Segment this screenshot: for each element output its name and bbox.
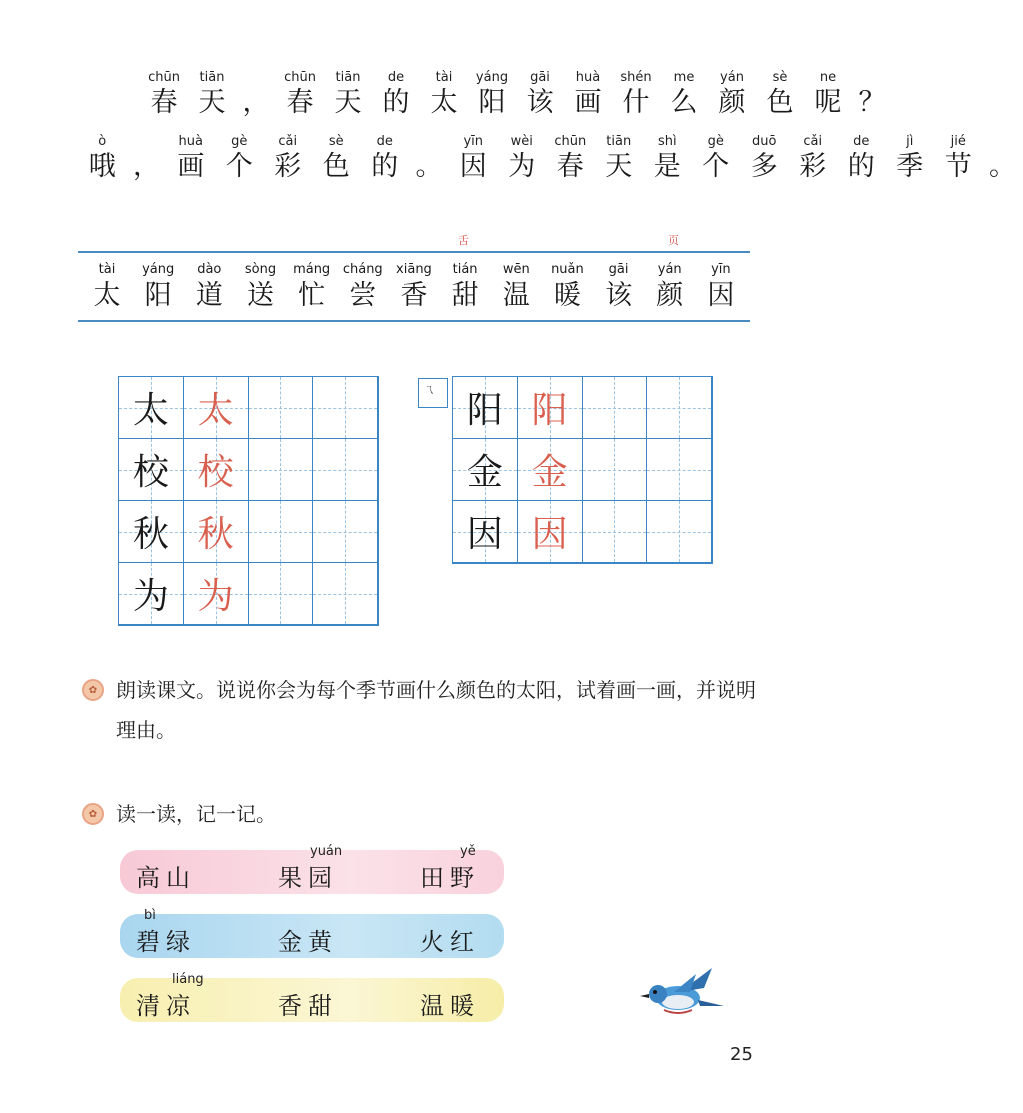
pinyin: gè [707, 134, 724, 149]
hanzi: 个 [225, 151, 253, 182]
model-character-cell [119, 377, 184, 439]
poem-char [789, 134, 838, 184]
hanzi: 的 [382, 87, 410, 118]
hanzi: 春 [556, 151, 584, 182]
phrase: 田野 [420, 864, 480, 892]
pinyin: de [387, 70, 405, 85]
pinyin: huà [178, 134, 203, 149]
new-character [442, 262, 488, 312]
hanzi: 春 [150, 87, 178, 118]
pinyin: sè [772, 70, 788, 85]
practice-cell [583, 439, 648, 501]
hanzi: 颜 [718, 87, 746, 118]
hanzi: 暖 [553, 280, 581, 311]
pinyin: jié [950, 134, 966, 149]
hanzi: ， [242, 87, 270, 118]
trace-character-cell [184, 501, 249, 563]
poem-char [804, 70, 852, 120]
hanzi: 节 [944, 151, 972, 182]
strip-bottom-rule [78, 320, 750, 322]
trace-character-cell [518, 377, 583, 439]
poem-char [140, 70, 188, 120]
poem-char [276, 70, 324, 120]
new-character [698, 262, 744, 312]
hanzi: ， [133, 151, 160, 182]
pinyin: me [673, 70, 695, 85]
new-character [391, 262, 437, 312]
pinyin: gè [231, 134, 248, 149]
poem-char [449, 134, 498, 184]
new-character [544, 262, 590, 312]
poem-line-2 [78, 134, 1023, 184]
trace-character-cell [518, 439, 583, 501]
trace-character-cell [184, 377, 249, 439]
exercise-icon: ✿ [82, 679, 104, 701]
pinyin: sè [328, 134, 344, 149]
poem-char [708, 70, 756, 120]
pinyin: wēn [502, 262, 530, 277]
poem-char [324, 70, 372, 120]
hanzi: 春 [286, 87, 314, 118]
hanzi: 因 [707, 280, 735, 311]
practice-cell [313, 563, 378, 625]
pinyin: tiān [199, 70, 225, 85]
pinyin: chūn [554, 134, 587, 149]
pinyin: ò [98, 134, 107, 149]
hanzi: ？ [858, 87, 886, 118]
hanzi: 甜 [451, 280, 479, 311]
grid-character: 太 [197, 390, 234, 431]
practice-cell [249, 377, 314, 439]
stroke-hint-box: ㄟ [418, 378, 448, 408]
hanzi: 画 [574, 87, 602, 118]
practice-cell [647, 501, 712, 563]
pinyin: tiān [335, 70, 361, 85]
poem-char [740, 134, 789, 184]
poem-char [78, 134, 127, 184]
hanzi: 个 [702, 151, 730, 182]
new-character [135, 262, 181, 312]
hanzi: 多 [750, 151, 778, 182]
poem-char [886, 134, 935, 184]
pinyin: yáng [475, 70, 509, 85]
pinyin: xiāng [396, 262, 432, 277]
hanzi: 温 [502, 280, 530, 311]
pinyin: cǎi [278, 134, 298, 149]
poem-char [516, 70, 564, 120]
hanzi: 为 [508, 151, 536, 182]
pinyin: tài [435, 70, 453, 85]
hanzi: 阳 [478, 87, 506, 118]
hanzi: 忙 [298, 280, 326, 311]
hanzi: 季 [896, 151, 924, 182]
pinyin: ne [819, 70, 837, 85]
new-character [237, 262, 283, 312]
poem-char [264, 134, 313, 184]
poem-char [167, 134, 216, 184]
poem-char [595, 134, 644, 184]
grid-character: 太 [132, 390, 169, 431]
practice-cell [647, 439, 712, 501]
practice-cell [313, 377, 378, 439]
grid-character: 校 [197, 452, 234, 493]
hanzi: 颜 [656, 280, 684, 311]
writing-grid-left [118, 376, 379, 626]
hanzi: 道 [195, 280, 223, 311]
phrase-band-blue [120, 908, 504, 958]
poem-char [660, 70, 708, 120]
phrase-pinyin: bì [144, 908, 156, 923]
pinyin: nuǎn [551, 262, 584, 277]
phrase: 温暖 [420, 992, 480, 1020]
practice-cell [583, 501, 648, 563]
pinyin: tián [452, 262, 478, 277]
poem-char [612, 70, 660, 120]
hanzi: 的 [847, 151, 875, 182]
model-character-cell [453, 377, 518, 439]
radical-hint: 舌 [458, 234, 469, 247]
trace-character-cell [184, 563, 249, 625]
page-number: 25 [730, 1044, 753, 1065]
poem-char [215, 134, 264, 184]
poem-char [546, 134, 595, 184]
grid-character: 因 [466, 514, 503, 555]
grid-character: 为 [132, 576, 169, 617]
practice-cell [249, 501, 314, 563]
hanzi: 该 [605, 280, 633, 311]
new-character [289, 262, 335, 312]
poem-char [420, 70, 468, 120]
hanzi: 呢 [814, 87, 842, 118]
practice-cell [313, 501, 378, 563]
hanzi: 什 [622, 87, 650, 118]
model-character-cell [119, 501, 184, 563]
poem-char [692, 134, 741, 184]
pinyin: sòng [244, 262, 277, 277]
pinyin: dào [197, 262, 222, 277]
pinyin: chūn [148, 70, 180, 85]
model-character-cell [119, 439, 184, 501]
pinyin: wèi [510, 134, 533, 149]
model-character-cell [453, 501, 518, 563]
phrase-pinyin: yuán [310, 844, 343, 859]
hanzi: 彩 [274, 151, 302, 182]
hanzi: 太 [93, 280, 121, 311]
grid-character: 金 [466, 452, 503, 493]
hanzi: 是 [653, 151, 681, 182]
pinyin: tiān [606, 134, 632, 149]
hanzi: 色 [322, 151, 350, 182]
grid-character: 秋 [197, 514, 234, 555]
phrase: 金黄 [278, 928, 338, 956]
exercise-1-text: 朗读课文。说说你会为每个季节画什么颜色的太阳，试着画一画，并说明理由。 [116, 678, 756, 742]
pinyin: gāi [608, 262, 629, 277]
pinyin: yáng [142, 262, 175, 277]
hanzi: 尝 [349, 280, 377, 311]
pinyin: cǎi [803, 134, 823, 149]
poem-char [498, 134, 547, 184]
poem-char [852, 70, 892, 120]
hanzi: 。 [989, 151, 1016, 182]
bird-illustration [634, 962, 730, 1022]
grid-character: 为 [197, 576, 234, 617]
new-character [186, 262, 232, 312]
new-character [647, 262, 693, 312]
pinyin: yán [720, 70, 744, 85]
pinyin: máng [293, 262, 331, 277]
pinyin: tài [98, 262, 116, 277]
practice-cell [313, 439, 378, 501]
hanzi: 画 [177, 151, 205, 182]
hanzi: 因 [459, 151, 487, 182]
poem-char [643, 134, 692, 184]
phrase: 高山 [136, 864, 196, 892]
new-characters-strip [84, 262, 744, 312]
poem-char [468, 70, 516, 120]
grid-character: 金 [531, 452, 568, 493]
hanzi: 天 [198, 87, 226, 118]
poem-char [361, 134, 410, 184]
model-character-cell [453, 439, 518, 501]
pinyin: shì [657, 134, 677, 149]
exercise-2-text: 读一读，记一记。 [116, 802, 276, 826]
trace-character-cell [184, 439, 249, 501]
pinyin: yīn [463, 134, 484, 149]
poem-char [837, 134, 886, 184]
poem-char [312, 134, 361, 184]
pinyin: yán [657, 262, 682, 277]
grid-character: 阳 [531, 390, 568, 431]
hanzi: 么 [670, 87, 698, 118]
practice-cell [647, 377, 712, 439]
poem-char [409, 134, 449, 184]
hanzi: 哦 [88, 151, 116, 182]
poem-char [188, 70, 236, 120]
hanzi: 太 [430, 87, 458, 118]
practice-cell [249, 563, 314, 625]
pinyin: yīn [711, 262, 731, 277]
phrase: 清凉 [136, 992, 196, 1020]
hanzi: 色 [766, 87, 794, 118]
hanzi: 该 [526, 87, 554, 118]
grid-character: 阳 [466, 390, 503, 431]
writing-grid-right [452, 376, 713, 564]
poem-char [934, 134, 983, 184]
poem-line-1 [140, 70, 892, 120]
phrase: 火红 [420, 928, 480, 956]
phrase-band-yellow [120, 972, 504, 1022]
pinyin: shén [620, 70, 652, 85]
hanzi: 送 [246, 280, 274, 311]
grid-character: 因 [531, 514, 568, 555]
hanzi: 阳 [144, 280, 172, 311]
strip-top-rule [78, 251, 750, 253]
phrase-band-pink [120, 844, 504, 894]
new-character [340, 262, 386, 312]
phrase-pinyin: liáng [172, 972, 204, 987]
exercise-icon: ✿ [82, 803, 104, 825]
phrase: 果园 [278, 864, 338, 892]
new-character [493, 262, 539, 312]
pinyin: de [376, 134, 393, 149]
practice-cell [249, 439, 314, 501]
new-character [84, 262, 130, 312]
hanzi: 天 [334, 87, 362, 118]
model-character-cell [119, 563, 184, 625]
phrase-pinyin: yě [460, 844, 476, 859]
new-character [596, 262, 642, 312]
poem-char [372, 70, 420, 120]
pinyin: chūn [284, 70, 316, 85]
pinyin: gāi [530, 70, 550, 85]
trace-character-cell [518, 501, 583, 563]
practice-cell [583, 377, 648, 439]
pinyin: cháng [342, 262, 383, 277]
hanzi: 天 [605, 151, 633, 182]
poem-char [983, 134, 1023, 184]
hanzi: 的 [371, 151, 399, 182]
pinyin: jì [906, 134, 914, 149]
poem-char [756, 70, 804, 120]
grid-character: 秋 [132, 514, 169, 555]
phrase: 香甜 [278, 992, 338, 1020]
radical-hint: 页 [668, 234, 679, 247]
pinyin: de [853, 134, 870, 149]
pinyin: duō [752, 134, 777, 149]
poem-char [564, 70, 612, 120]
hanzi: 香 [400, 280, 428, 311]
poem-char [127, 134, 167, 184]
hanzi: 彩 [799, 151, 827, 182]
pinyin: huà [575, 70, 601, 85]
hanzi: 。 [415, 151, 443, 182]
phrase: 碧绿 [136, 928, 196, 956]
grid-character: 校 [132, 452, 169, 493]
poem-char [236, 70, 276, 120]
